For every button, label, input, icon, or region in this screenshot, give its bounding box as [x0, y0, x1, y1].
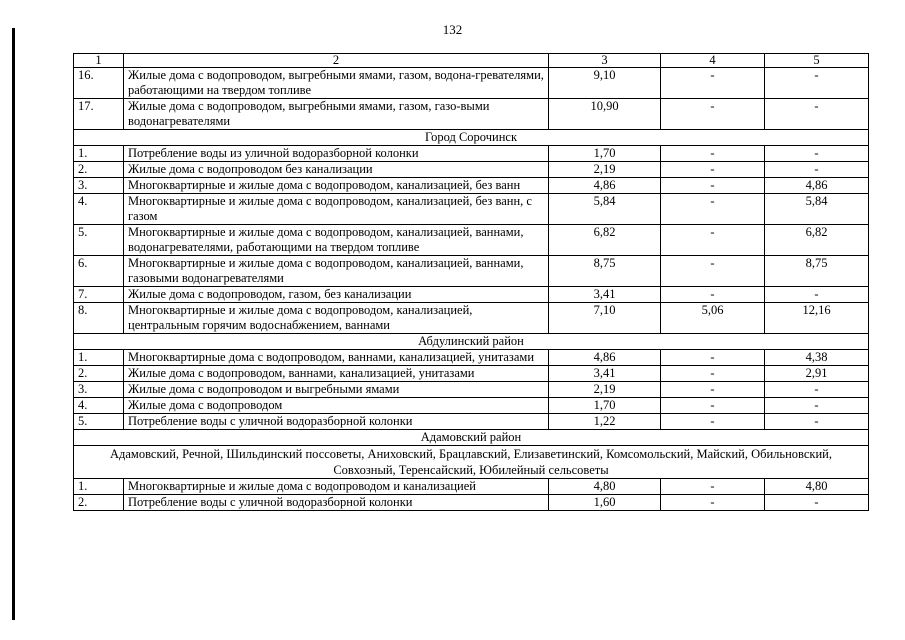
row-description: Потребление воды из уличной водоразборной колонки: [124, 146, 549, 162]
row-value-col-4: -: [661, 256, 765, 287]
row-description: Жилые дома с водопроводом, выгребными ямами, газом, водона-гревателями, работающими на твердом топливе: [124, 68, 549, 99]
row-description: Многоквартирные и жилые дома с водопроводом, канализацией, центральным горячим водоснабжением, ваннами: [124, 303, 549, 334]
tariff-table-body: [74, 54, 869, 511]
table-row: [74, 99, 869, 130]
row-value-col-5: 8,75: [765, 256, 869, 287]
row-number: 6.: [74, 256, 124, 287]
row-value-col-3: 1,22: [549, 414, 661, 430]
table-row: [74, 68, 869, 99]
row-value-col-5: 2,91: [765, 366, 869, 382]
row-value-col-4: -: [661, 366, 765, 382]
section-header-row: [74, 130, 869, 146]
row-number: 3.: [74, 178, 124, 194]
row-description: Многоквартирные и жилые дома с водопроводом, канализацией, без ванн: [124, 178, 549, 194]
row-value-col-3: 4,86: [549, 178, 661, 194]
row-description: Многоквартирные дома с водопроводом, ваннами, канализацией, унитазами: [124, 350, 549, 366]
header-col-2: 2: [124, 54, 549, 68]
row-value-col-3: 5,84: [549, 194, 661, 225]
header-col-1: 1: [74, 54, 124, 68]
table-row: [74, 225, 869, 256]
row-value-col-4: -: [661, 178, 765, 194]
row-description: Многоквартирные и жилые дома с водопроводом, канализацией, ваннами, водонагревателями, работающими на твердом топливе: [124, 225, 549, 256]
row-value-col-4: -: [661, 162, 765, 178]
tariff-table: [73, 53, 869, 511]
row-number: 8.: [74, 303, 124, 334]
row-value-col-4: -: [661, 225, 765, 256]
table-row: [74, 366, 869, 382]
section-title: Город Сорочинск: [74, 130, 869, 146]
row-description: Жилые дома с водопроводом: [124, 398, 549, 414]
row-value-col-3: 3,41: [549, 366, 661, 382]
table-row: [74, 194, 869, 225]
row-value-col-3: 10,90: [549, 99, 661, 130]
table-row: [74, 287, 869, 303]
table-row: [74, 350, 869, 366]
row-number: 5.: [74, 414, 124, 430]
table-row: [74, 303, 869, 334]
row-value-col-4: -: [661, 350, 765, 366]
row-value-col-3: 4,80: [549, 479, 661, 495]
row-number: 2.: [74, 366, 124, 382]
row-number: 5.: [74, 225, 124, 256]
row-value-col-5: -: [765, 414, 869, 430]
row-value-col-3: 3,41: [549, 287, 661, 303]
row-value-col-4: -: [661, 414, 765, 430]
row-description: Жилые дома с водопроводом, выгребными ямами, газом, газо-выми водонагревателями: [124, 99, 549, 130]
row-value-col-3: 9,10: [549, 68, 661, 99]
section-header-row: [74, 334, 869, 350]
section-subtitle: Адамовский, Речной, Шильдинский поссоветы, Аниховский, Брацлавский, Елизаветинский, Комсомольский, Майский, Обильновский, Совхозный, Теренсайский, Юбилейный сельсоветы: [74, 446, 869, 479]
row-value-col-5: -: [765, 68, 869, 99]
row-value-col-3: 1,60: [549, 495, 661, 511]
row-value-col-3: 1,70: [549, 398, 661, 414]
row-description: Жилые дома с водопроводом без канализации: [124, 162, 549, 178]
page-edge-bar: [12, 28, 15, 620]
section-title: Адамовский район: [74, 430, 869, 446]
row-value-col-4: -: [661, 146, 765, 162]
row-value-col-3: 6,82: [549, 225, 661, 256]
row-description: Потребление воды с уличной водоразборной колонки: [124, 495, 549, 511]
row-value-col-5: 12,16: [765, 303, 869, 334]
row-value-col-5: -: [765, 162, 869, 178]
row-value-col-3: 7,10: [549, 303, 661, 334]
row-number: 2.: [74, 495, 124, 511]
header-col-4: 4: [661, 54, 765, 68]
row-value-col-4: -: [661, 99, 765, 130]
row-value-col-4: -: [661, 382, 765, 398]
row-value-col-4: -: [661, 495, 765, 511]
row-number: 2.: [74, 162, 124, 178]
row-number: 17.: [74, 99, 124, 130]
table-row: [74, 479, 869, 495]
row-value-col-5: -: [765, 99, 869, 130]
row-number: 16.: [74, 68, 124, 99]
row-value-col-4: -: [661, 194, 765, 225]
section-subtitle-row: [74, 446, 869, 479]
row-description: Многоквартирные и жилые дома с водопроводом и канализацией: [124, 479, 549, 495]
row-number: 3.: [74, 382, 124, 398]
table-row: [74, 178, 869, 194]
row-number: 4.: [74, 398, 124, 414]
row-value-col-5: 4,38: [765, 350, 869, 366]
row-number: 1.: [74, 479, 124, 495]
header-col-5: 5: [765, 54, 869, 68]
table-row: [74, 414, 869, 430]
row-value-col-4: -: [661, 479, 765, 495]
row-value-col-4: -: [661, 68, 765, 99]
row-value-col-5: -: [765, 382, 869, 398]
row-value-col-3: 8,75: [549, 256, 661, 287]
table-row: [74, 146, 869, 162]
row-value-col-5: 6,82: [765, 225, 869, 256]
table-row: [74, 495, 869, 511]
row-number: 7.: [74, 287, 124, 303]
table-row: [74, 162, 869, 178]
table-header-row: [74, 54, 869, 68]
table-row: [74, 256, 869, 287]
row-description: Многоквартирные и жилые дома с водопроводом, канализацией, ваннами, газовыми водонагревателями: [124, 256, 549, 287]
table-row: [74, 382, 869, 398]
page-number: 132: [442, 22, 463, 37]
row-value-col-5: -: [765, 146, 869, 162]
row-description: Жилые дома с водопроводом, ваннами, канализацией, унитазами: [124, 366, 549, 382]
row-description: Жилые дома с водопроводом и выгребными ямами: [124, 382, 549, 398]
row-value-col-5: 4,86: [765, 178, 869, 194]
row-number: 4.: [74, 194, 124, 225]
header-col-3: 3: [549, 54, 661, 68]
row-number: 1.: [74, 350, 124, 366]
row-description: Многоквартирные и жилые дома с водопроводом, канализацией, без ванн, с газом: [124, 194, 549, 225]
row-value-col-3: 2,19: [549, 162, 661, 178]
row-value-col-5: -: [765, 495, 869, 511]
section-title: Абдулинский район: [74, 334, 869, 350]
section-header-row: [74, 430, 869, 446]
row-value-col-4: 5,06: [661, 303, 765, 334]
row-value-col-3: 2,19: [549, 382, 661, 398]
row-description: Потребление воды с уличной водоразборной колонки: [124, 414, 549, 430]
row-value-col-5: -: [765, 287, 869, 303]
row-value-col-3: 1,70: [549, 146, 661, 162]
row-value-col-5: 4,80: [765, 479, 869, 495]
row-value-col-5: 5,84: [765, 194, 869, 225]
row-value-col-4: -: [661, 287, 765, 303]
table-row: [74, 398, 869, 414]
row-value-col-3: 4,86: [549, 350, 661, 366]
row-value-col-5: -: [765, 398, 869, 414]
row-description: Жилые дома с водопроводом, газом, без канализации: [124, 287, 549, 303]
row-value-col-4: -: [661, 398, 765, 414]
row-number: 1.: [74, 146, 124, 162]
